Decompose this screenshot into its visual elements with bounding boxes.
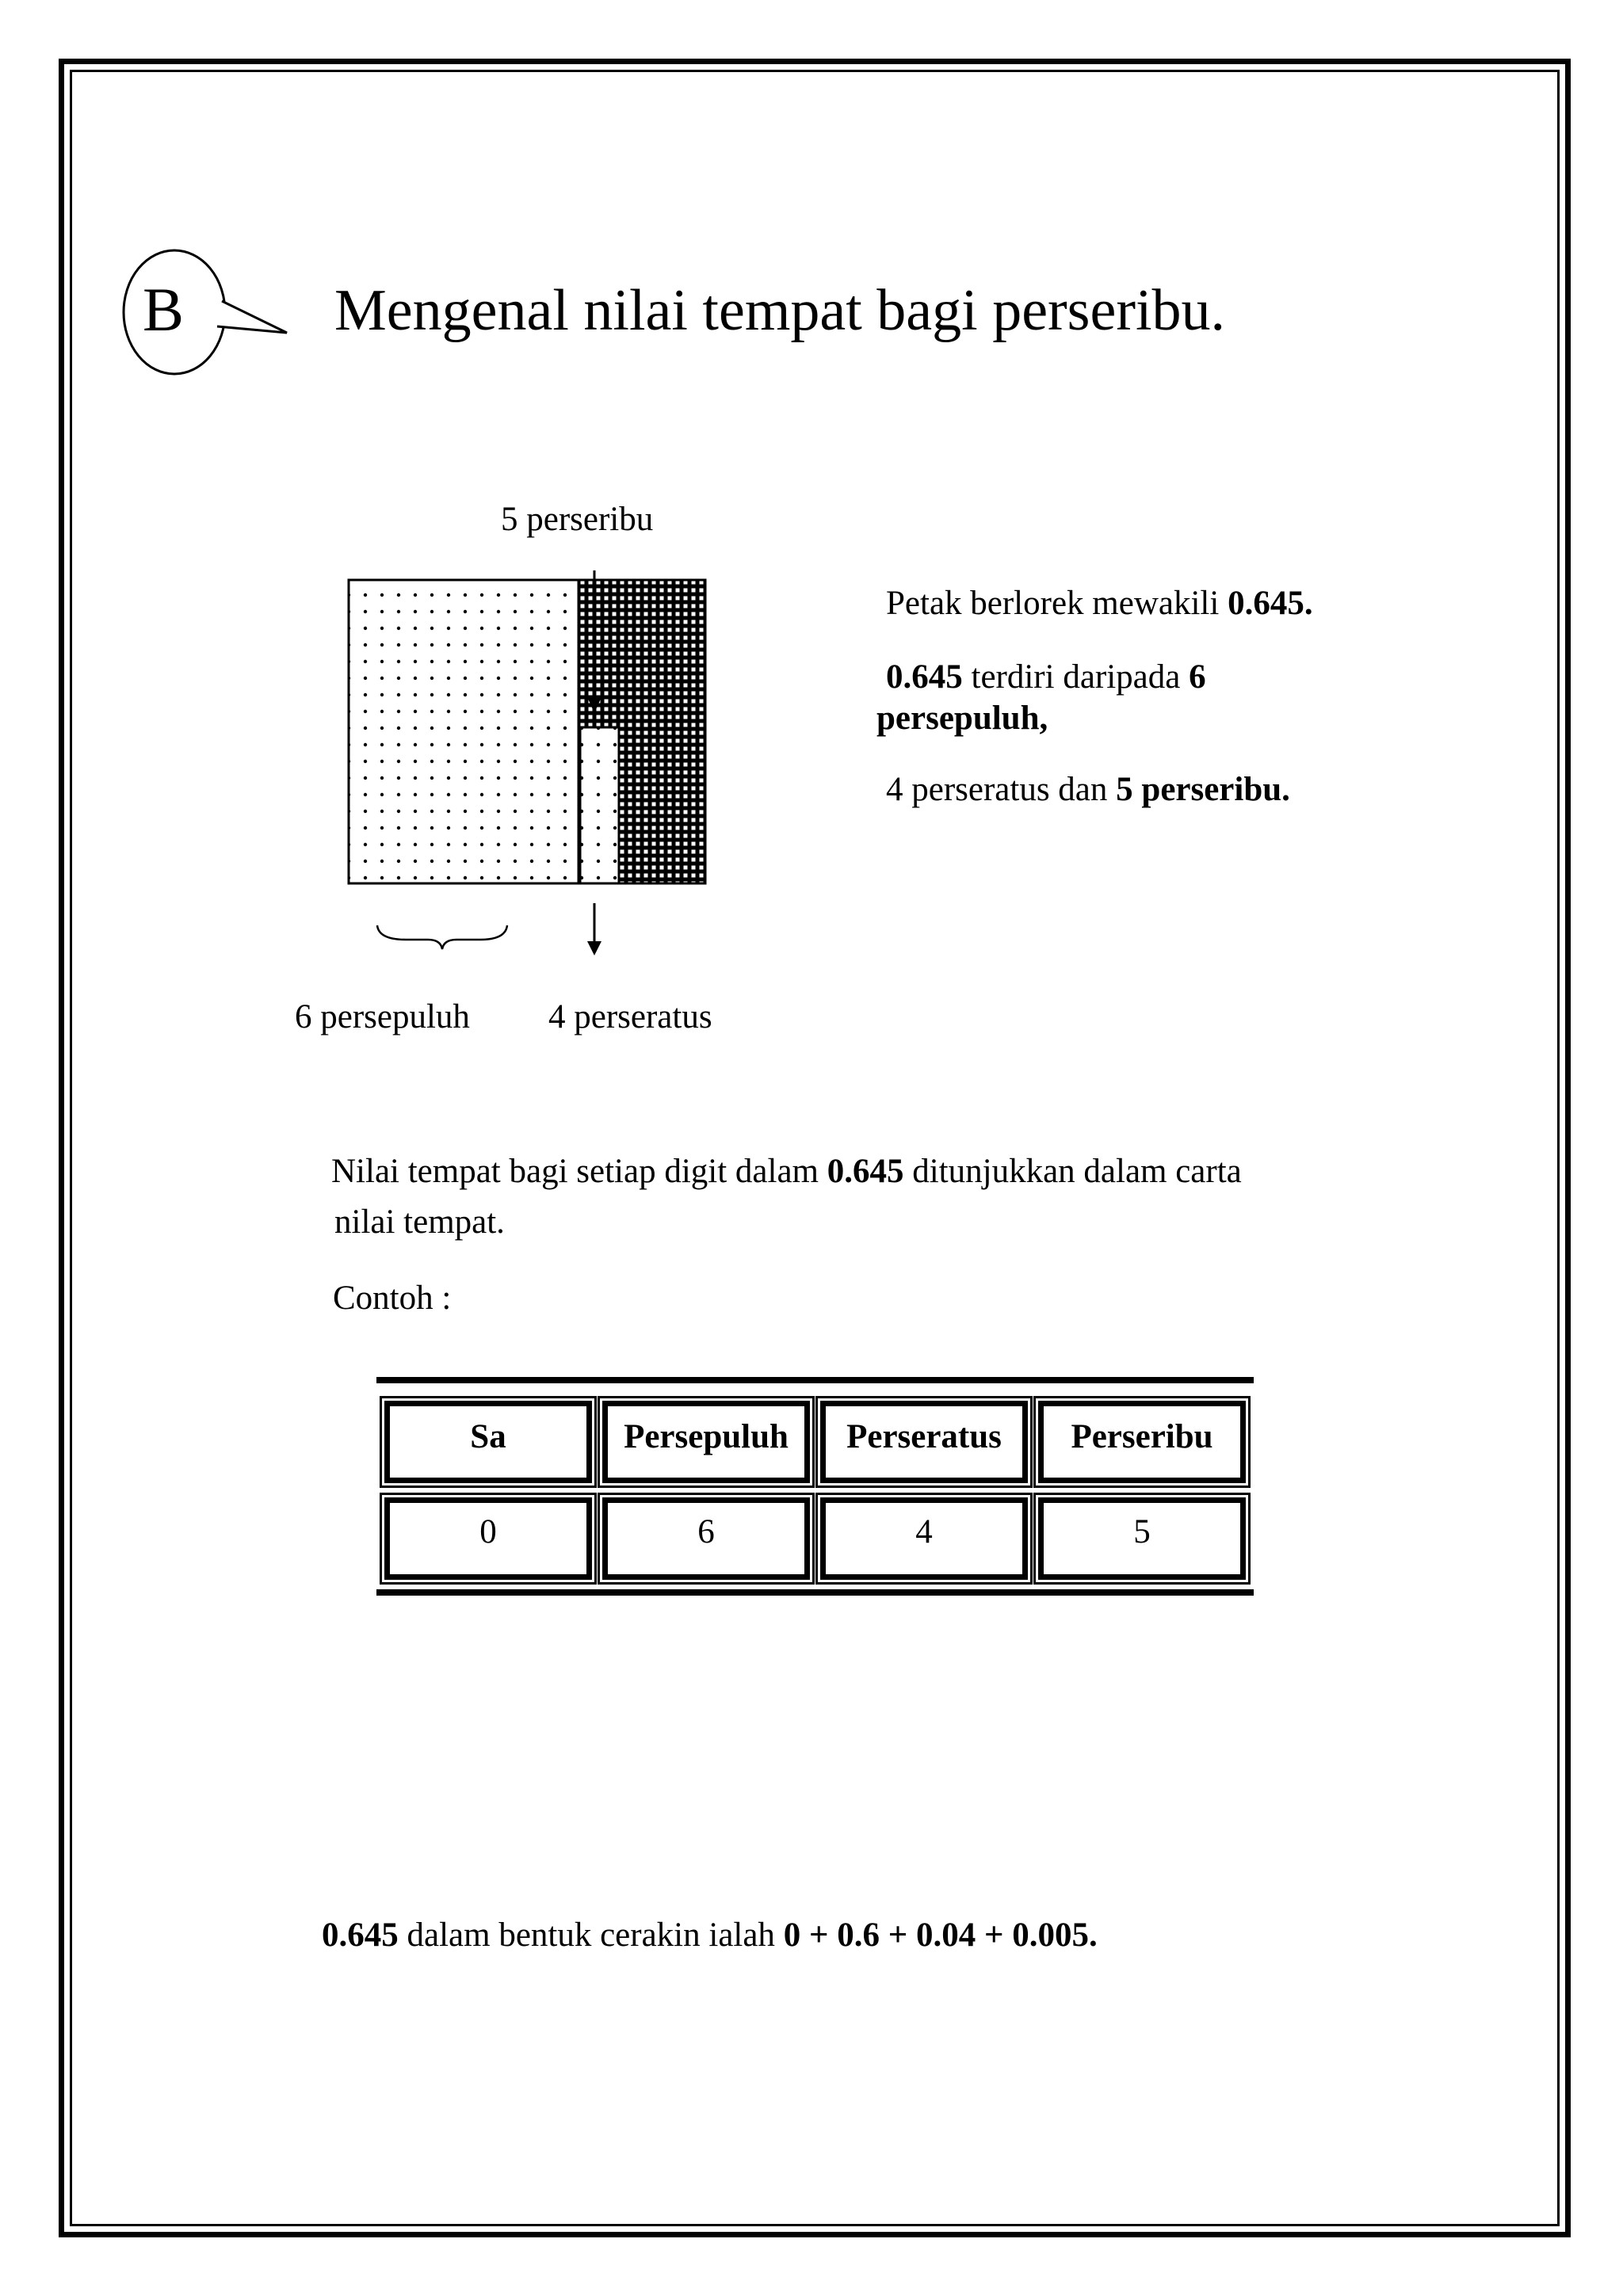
value-sa: 0 (384, 1497, 592, 1580)
label-tenths: 6 persepuluh (295, 998, 470, 1035)
hundredths-shaded-region (580, 727, 619, 883)
description-line-1: Petak berlorek mewakili 0.645. (886, 585, 1313, 622)
expanded-form-statement: 0.645 dalam bentuk cerakin ialah 0 + 0.6 + 0.04 + 0.005. (322, 1917, 1098, 1954)
value-perseribu: 5 (1038, 1497, 1246, 1580)
label-hundredths: 4 perseratus (548, 998, 712, 1035)
header-perseribu: Perseribu (1038, 1401, 1246, 1483)
value-perseratus: 4 (820, 1497, 1028, 1580)
tenths-brace (377, 925, 507, 949)
explanation-line-1: Nilai tempat bagi setiap digit dalam 0.645 ditunjukkan dalam carta (331, 1153, 1242, 1190)
page-border-inner (70, 70, 1560, 2226)
description-line-3: persepuluh, (876, 700, 1048, 737)
header-persepuluh: Persepuluh (602, 1401, 810, 1483)
tenths-shaded-region (349, 580, 579, 883)
description-line-2: 0.645 terdiri daripada 6 (886, 658, 1206, 696)
table-bottom-rule (376, 1589, 1254, 1596)
explanation-line-2: nilai tempat. (334, 1203, 505, 1241)
hundred-grid-diagram (341, 570, 721, 982)
header-sa: Sa (384, 1401, 592, 1483)
value-persepuluh: 6 (602, 1497, 810, 1580)
table-top-rule (376, 1377, 1254, 1383)
description-line-4: 4 perseratus dan 5 perseribu. (886, 771, 1290, 808)
place-value-table (376, 1377, 1254, 1602)
section-badge-letter: B (143, 275, 185, 344)
label-thousandths: 5 perseribu (501, 501, 654, 538)
section-title: Mengenal nilai tempat bagi perseribu. (334, 278, 1226, 343)
example-label: Contoh : (333, 1280, 452, 1317)
header-perseratus: Perseratus (820, 1401, 1028, 1483)
